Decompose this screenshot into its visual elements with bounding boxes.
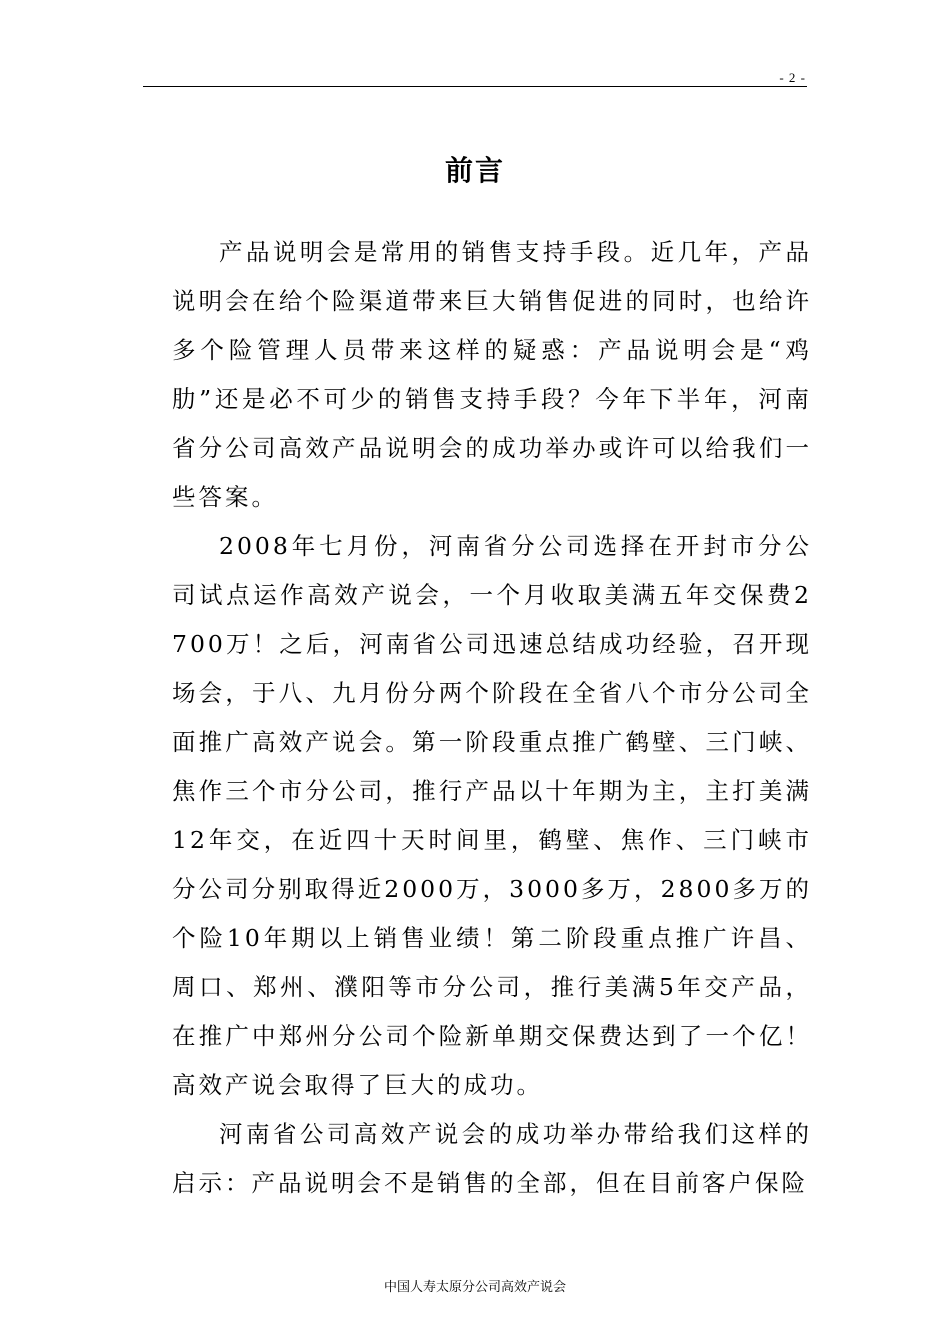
page-title: 前言 (444, 153, 505, 187)
page-footer: 中国人寿太原分公司高效产说会 (383, 1280, 566, 1295)
header-divider (143, 86, 807, 87)
paragraph-henan-results: 2008年七月份，河南省分公司选择在开封市分公司试点运作高效产说会，一个月收取美满五年交保费2700万！之后，河南省公司迅速总结成功经验，召开现场会，于八、九月份分两个阶段在全省八个市分公司全面推广高效产说会。第一阶段重点推广鹤壁、三门峡、焦作三个市分公司，推行产品以十年期为主，主打美满12年交，在近四十天时间里，鹤壁、焦作、三门峡市分公司分别取得近2000万，3000多万，2800多万的个险10年期以上销售业绩！第二阶段重点推广许昌、周口、郑州、濮阳等市分公司，推行美满5年交产品，在推广中郑州分公司个险新单期交保费达到了一个亿！高效产说会取得了巨大的成功。 (172, 532, 812, 1099)
paragraph-insight: 河南省公司高效产说会的成功举办带给我们这样的启示：产品说明会不是销售的全部，但在目前客户保险 (172, 1120, 812, 1197)
page-number: - 2 - (779, 70, 806, 85)
paragraph-intro: 产品说明会是常用的销售支持手段。近几年，产品说明会在给个险渠道带来巨大销售促进的同时，也给许多个险管理人员带来这样的疑惑：产品说明会是“鸡肋”还是必不可少的销售支持手段？今年下半年，河南省分公司高效产品说明会的成功举办或许可以给我们一些答案。 (172, 238, 812, 511)
document-body (172, 228, 812, 1208)
